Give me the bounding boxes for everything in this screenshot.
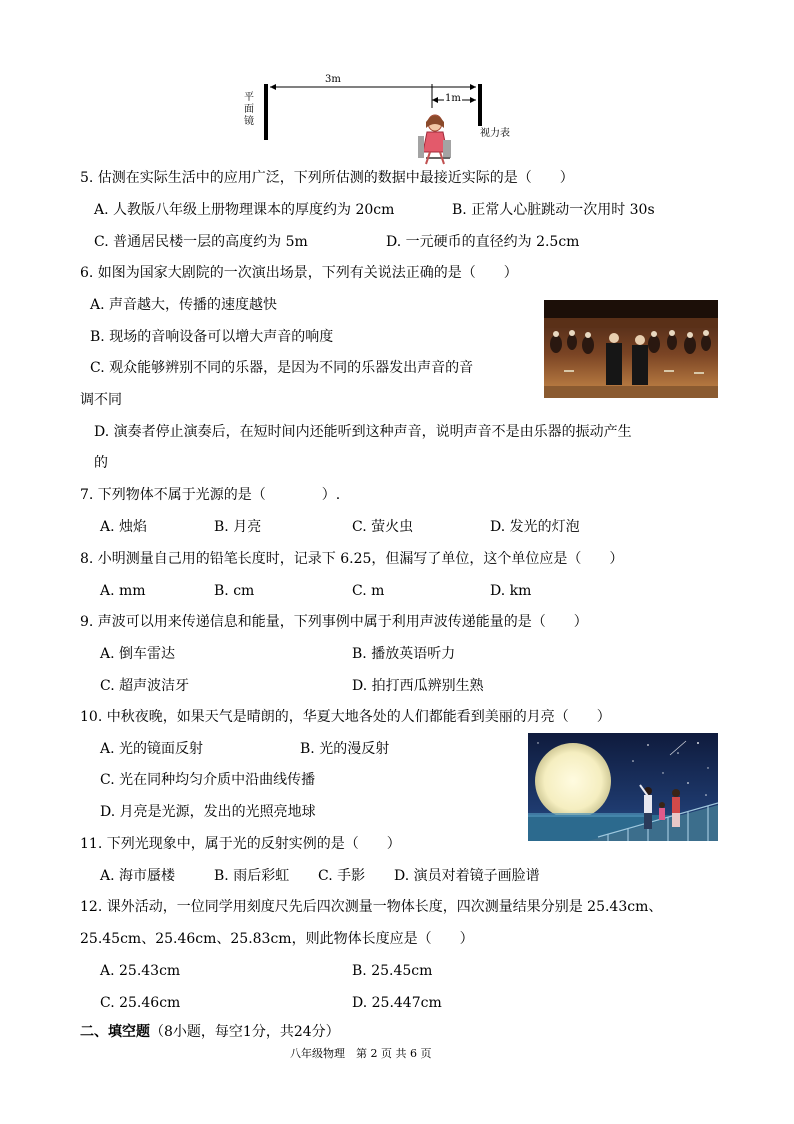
page-footer: 八年级物理 第 2 页 共 6 页 — [290, 1047, 432, 1060]
question-11-option-a: A. 海市蜃楼 — [100, 868, 176, 884]
eye-test-diagram — [240, 76, 540, 166]
question-7-option-c: C. 萤火虫 — [352, 519, 414, 535]
mirror-label: 平面镜 — [244, 92, 254, 127]
eye-chart-bar — [478, 84, 482, 126]
mirror-bar — [264, 84, 268, 140]
question-9-option-a: A. 倒车雷达 — [100, 646, 176, 662]
section-2-heading — [80, 1022, 340, 1042]
question-5-option-c: C. 普通居民楼一层的高度约为 5m — [94, 234, 308, 250]
question-7-option-a: A. 烛焰 — [100, 519, 148, 535]
moon-night-illustration — [528, 733, 718, 841]
question-9-option-b: B. 播放英语听力 — [352, 646, 456, 662]
question-5-stem: 5. 估测在实际生活中的应用广泛，下列所估测的数据中最接近实际的是（ ） — [80, 170, 574, 186]
question-12-stem-line2: 25.45cm、25.46cm、25.83cm，则此物体长度应是（ ） — [80, 931, 474, 947]
question-10-option-b: B. 光的漫反射 — [300, 741, 390, 757]
question-6-option-c: C. 观众能够辨别不同的乐器，是因为不同的乐器发出声音的音 — [90, 360, 474, 376]
question-11-option-b: B. 雨后彩虹 — [214, 868, 290, 884]
concert-photo-svg — [544, 300, 718, 398]
question-8-option-b: B. cm — [214, 583, 255, 599]
question-5-option-a: A. 人教版八年级上册物理课本的厚度约为 20cm — [94, 202, 395, 218]
question-7-option-d: D. 发光的灯泡 — [490, 519, 580, 535]
moon-night-svg — [528, 733, 718, 841]
question-5-option-b: B. 正常人心脏跳动一次用时 30s — [452, 202, 655, 218]
question-7-option-b: B. 月亮 — [214, 519, 262, 535]
person-icon — [418, 115, 451, 164]
question-5-option-d: D. 一元硬币的直径约为 2.5cm — [386, 234, 580, 250]
arrow-right-icon — [470, 97, 476, 103]
section-2-note: （8小题，每空1分，共24分） — [150, 1024, 340, 1040]
question-8-option-a: A. mm — [100, 583, 146, 599]
distance-3m-label: 3m — [322, 74, 344, 85]
question-9-option-c: C. 超声波洁牙 — [100, 678, 190, 694]
question-10-option-a: A. 光的镜面反射 — [100, 741, 204, 757]
question-7-stem: 7. 下列物体不属于光源的是（ ）. — [80, 487, 341, 503]
question-6-stem: 6. 如图为国家大剧院的一次演出场景，下列有关说法正确的是（ ） — [80, 265, 518, 281]
question-11-option-c: C. 手影 — [318, 868, 366, 884]
question-12-option-d: D. 25.447cm — [352, 995, 442, 1011]
question-6-option-a: A. 声音越大，传播的速度越快 — [90, 297, 278, 313]
eye-chart-label: 视力表 — [480, 128, 510, 139]
question-9-stem: 9. 声波可以用来传递信息和能量，下列事例中属于利用声波传递能量的是（ ） — [80, 614, 588, 630]
question-6-option-b: B. 现场的音响设备可以增大声音的响度 — [90, 329, 334, 345]
question-11-stem: 11. 下列光现象中，属于光的反射实例的是（ ） — [80, 836, 401, 852]
question-10-option-c: C. 光在同种均匀介质中沿曲线传播 — [100, 772, 316, 788]
question-12-option-b: B. 25.45cm — [352, 963, 433, 979]
question-10-stem: 10. 中秋夜晚，如果天气是晴朗的，华夏大地各处的人们都能看到美丽的月亮（ ） — [80, 709, 611, 725]
question-6-option-d-cont: 的 — [94, 455, 108, 471]
question-11-option-d: D. 演员对着镜子画脸谱 — [394, 868, 540, 884]
arrow-left-icon — [432, 97, 438, 103]
question-8-option-c: C. m — [352, 583, 385, 599]
question-12-option-a: A. 25.43cm — [100, 963, 181, 979]
moon-icon — [535, 743, 611, 819]
question-6-option-c-cont: 调不同 — [80, 392, 122, 408]
question-12-option-c: C. 25.46cm — [100, 995, 181, 1011]
section-2-title: 二、填空题 — [80, 1024, 150, 1040]
arrow-right-icon — [470, 84, 476, 90]
question-9-option-d: D. 拍打西瓜辨别生熟 — [352, 678, 484, 694]
distance-1m-label: 1m — [445, 93, 461, 104]
question-10-option-d: D. 月亮是光源，发出的光照亮地球 — [100, 804, 316, 820]
question-6-option-d: D. 演奏者停止演奏后，在短时间内还能听到这种声音，说明声音不是由乐器的振动产生 — [94, 424, 632, 440]
eye-test-diagram-svg — [240, 76, 540, 166]
question-8-stem: 8. 小明测量自己用的铅笔长度时，记录下 6.25，但漏写了单位，这个单位应是（ ） — [80, 551, 624, 567]
question-8-option-d: D. km — [490, 583, 532, 599]
arrow-left-icon — [270, 84, 276, 90]
concert-photo — [544, 300, 718, 398]
question-12-stem-line1: 12. 课外活动，一位同学用刻度尺先后四次测量一物体长度，四次测量结果分别是 25.43cm、 — [80, 899, 663, 915]
